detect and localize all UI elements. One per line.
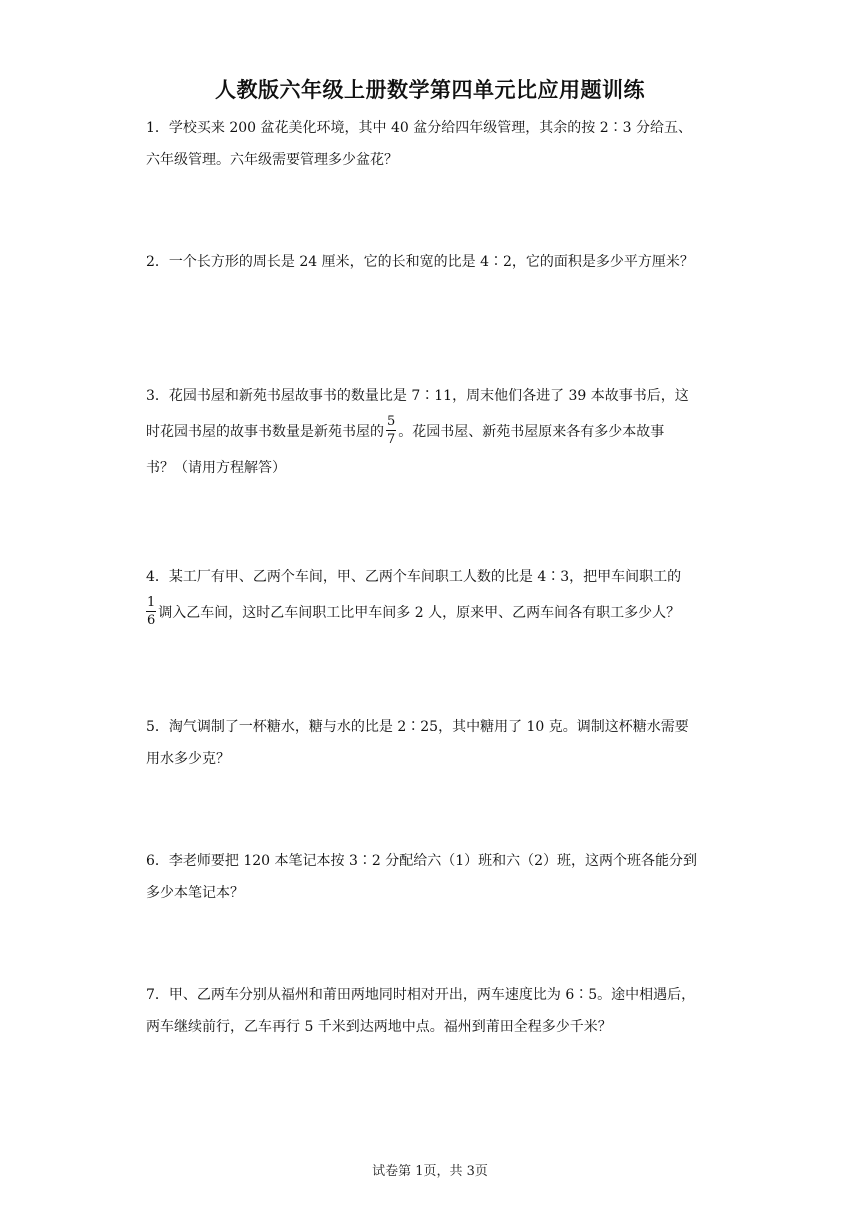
question-4 xyxy=(146,561,716,633)
question-1 xyxy=(146,112,716,176)
fraction-denominator: 6 xyxy=(147,612,156,628)
fraction-numerator: 1 xyxy=(147,594,156,610)
question-3-line-2-text-after: 。花园书屋、新苑书屋原来各有多少本故事 xyxy=(398,424,665,440)
question-3 xyxy=(146,380,716,484)
question-3-line-3: 书？（请用方程解答） xyxy=(146,460,286,476)
page-footer: 试卷第 1页，共 3页 xyxy=(372,1164,488,1179)
question-5 xyxy=(146,711,716,775)
fraction-numerator: 5 xyxy=(387,413,396,429)
fraction-five-sevenths xyxy=(386,415,396,446)
question-1-line-2: 六年级管理。六年级需要管理多少盆花？ xyxy=(146,152,398,168)
question-3-line-2-text-before: 时花园书屋的故事书数量是新苑书屋的 xyxy=(146,424,384,440)
question-2 xyxy=(146,246,716,278)
fraction-one-sixth xyxy=(146,596,156,627)
question-7-line-1: 7．甲、乙两车分别从福州和莆田两地同时相对开出，两车速度比为 6∶5。途中相遇后， xyxy=(146,987,696,1003)
question-4-line-2-text: 调入乙车间，这时乙车间职工比甲车间多 2 人，原来甲、乙两车间各有职工多少人？ xyxy=(158,605,681,621)
question-4-line-1: 4．某工厂有甲、乙两个车间，甲、乙两个车间职工人数的比是 4∶3，把甲车间职工的 xyxy=(146,569,682,585)
question-2-line-1: 2．一个长方形的周长是 24 厘米，它的长和宽的比是 4∶2，它的面积是多少平方厘米？ xyxy=(146,254,694,270)
fraction-denominator: 7 xyxy=(387,431,396,447)
question-3-line-1: 3．花园书屋和新苑书屋故事书的数量比是 7∶11，周末他们各进了 39 本故事书后，这 xyxy=(146,388,689,404)
question-1-line-1: 1．学校买来 200 盆花美化环境，其中 40 盆分给四年级管理，其余的按 2∶3 分给五、 xyxy=(146,120,692,136)
question-7 xyxy=(146,979,716,1043)
question-7-line-2: 两车继续前行，乙车再行 5 千米到达两地中点。福州到莆田全程多少千米？ xyxy=(146,1019,612,1035)
question-6-line-2: 多少本笔记本？ xyxy=(146,885,244,901)
question-5-line-1: 5．淘气调制了一杯糖水，糖与水的比是 2∶25，其中糖用了 10 克。调制这杯糖水需要 xyxy=(146,719,689,735)
question-3-line-2 xyxy=(146,412,716,452)
question-4-line-2 xyxy=(146,593,716,633)
question-5-line-2: 用水多少克？ xyxy=(146,751,230,767)
question-6-line-1: 6．李老师要把 120 本笔记本按 3∶2 分配给六（1）班和六（2）班，这两个班各能分到 xyxy=(146,853,698,869)
document-title: 人教版六年级上册数学第四单元比应用题训练 xyxy=(215,78,645,102)
question-6 xyxy=(146,845,716,909)
